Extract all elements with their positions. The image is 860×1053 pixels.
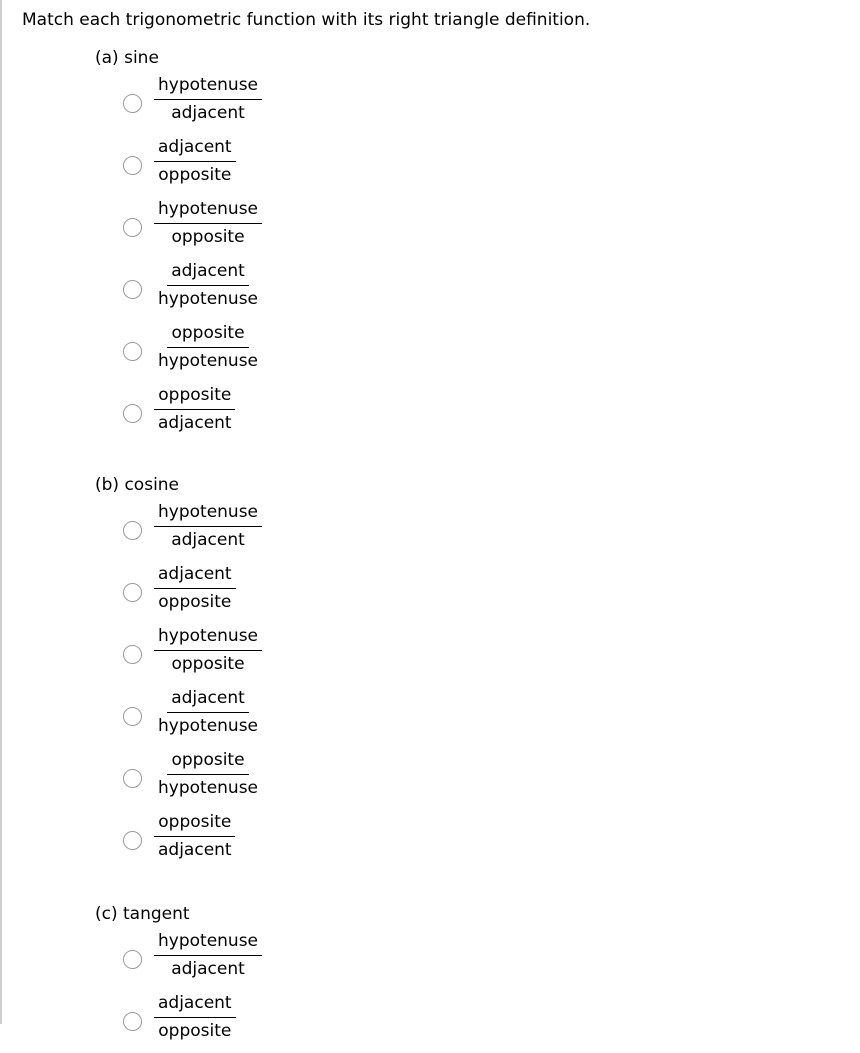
denominator: adjacent xyxy=(171,103,245,123)
cosine-option-4 xyxy=(0,686,860,748)
numerator: hypotenuse xyxy=(154,197,262,224)
denominator: opposite xyxy=(158,592,232,612)
tangent-option-2 xyxy=(0,991,860,1053)
denominator: adjacent xyxy=(171,959,245,979)
numerator: hypotenuse xyxy=(154,624,262,651)
numerator: adjacent xyxy=(154,991,236,1018)
numerator: hypotenuse xyxy=(154,500,262,527)
denominator: hypotenuse xyxy=(158,351,259,371)
numerator: opposite xyxy=(154,383,235,410)
denominator: adjacent xyxy=(171,530,245,550)
cosine-option-6 xyxy=(0,810,860,872)
numerator: opposite xyxy=(167,748,248,775)
fraction xyxy=(154,562,236,613)
tangent-option-1 xyxy=(0,929,860,991)
numerator: adjacent xyxy=(154,135,236,162)
radio-button[interactable] xyxy=(123,831,142,850)
denominator: hypotenuse xyxy=(158,778,259,798)
numerator: adjacent xyxy=(167,259,249,286)
sine-option-6 xyxy=(0,383,860,445)
cosine-option-2 xyxy=(0,562,860,624)
radio-button[interactable] xyxy=(123,156,142,175)
part-label-cosine: (b) cosine xyxy=(95,475,180,495)
numerator: opposite xyxy=(167,321,248,348)
denominator: opposite xyxy=(171,227,245,247)
numerator: hypotenuse xyxy=(154,73,262,100)
fraction xyxy=(154,748,262,799)
sine-option-3 xyxy=(0,197,860,259)
fraction xyxy=(154,929,262,980)
radio-button[interactable] xyxy=(123,769,142,788)
radio-button[interactable] xyxy=(123,521,142,540)
sine-option-5 xyxy=(0,321,860,383)
denominator: hypotenuse xyxy=(158,716,259,736)
cosine-option-5 xyxy=(0,748,860,810)
radio-button[interactable] xyxy=(123,94,142,113)
fraction xyxy=(154,991,236,1042)
part-label-sine: (a) sine xyxy=(95,48,159,68)
cosine-option-1 xyxy=(0,500,860,562)
fraction xyxy=(154,500,262,551)
fraction xyxy=(154,259,262,310)
denominator: opposite xyxy=(171,654,245,674)
radio-button[interactable] xyxy=(123,1012,142,1031)
denominator: opposite xyxy=(158,1021,232,1041)
numerator: adjacent xyxy=(167,686,249,713)
radio-button[interactable] xyxy=(123,218,142,237)
denominator: opposite xyxy=(158,165,232,185)
part-label-tangent: (c) tangent xyxy=(95,904,190,924)
denominator: adjacent xyxy=(158,413,232,433)
numerator: adjacent xyxy=(154,562,236,589)
fraction xyxy=(154,686,262,737)
fraction xyxy=(154,73,262,124)
radio-button[interactable] xyxy=(123,707,142,726)
sine-option-1 xyxy=(0,73,860,135)
fraction xyxy=(154,321,262,372)
numerator: opposite xyxy=(154,810,235,837)
radio-button[interactable] xyxy=(123,404,142,423)
radio-button[interactable] xyxy=(123,950,142,969)
cosine-option-3 xyxy=(0,624,860,686)
fraction xyxy=(154,810,236,861)
radio-button[interactable] xyxy=(123,342,142,361)
radio-button[interactable] xyxy=(123,583,142,602)
fraction xyxy=(154,383,236,434)
sine-option-2 xyxy=(0,135,860,197)
denominator: adjacent xyxy=(158,840,232,860)
radio-button[interactable] xyxy=(123,280,142,299)
numerator: hypotenuse xyxy=(154,929,262,956)
fraction xyxy=(154,624,262,675)
fraction xyxy=(154,197,262,248)
sine-option-4 xyxy=(0,259,860,321)
denominator: hypotenuse xyxy=(158,289,259,309)
fraction xyxy=(154,135,236,186)
radio-button[interactable] xyxy=(123,645,142,664)
question-prompt: Match each trigonometric function with its right triangle definition. xyxy=(22,10,591,30)
